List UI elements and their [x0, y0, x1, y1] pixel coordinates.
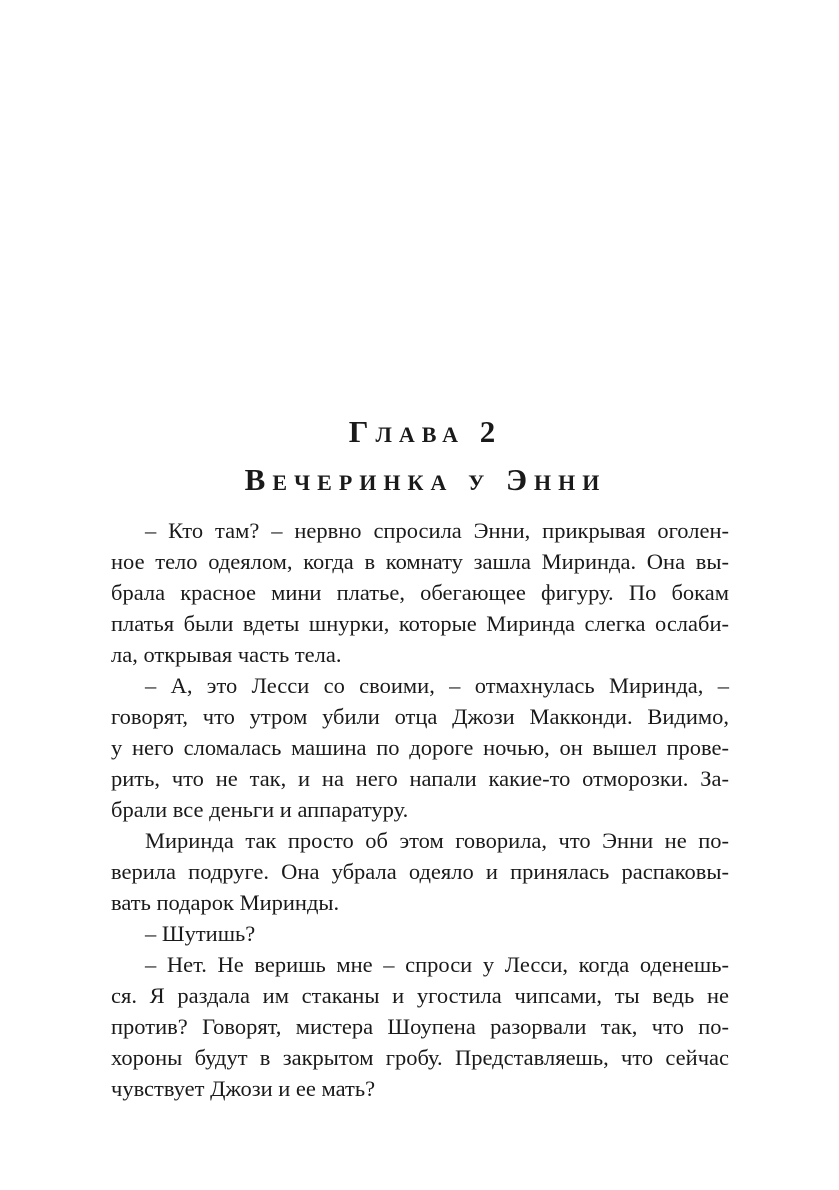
text-line: ное тело одеялом, когда в комнату зашла Миринда. Она вы- — [111, 549, 729, 574]
text-line: хороны будут в закрытом гробу. Представляешь, что сейчас — [111, 1045, 729, 1070]
text-line: брали все деньги и аппаратуру. — [111, 797, 409, 822]
text-line: верила подруге. Она убрала одеяло и принялась распаковы- — [111, 859, 729, 884]
chapter-body-text — [111, 515, 729, 1104]
text-line: – Кто там? – нервно спросила Энни, прикрывая оголен- — [145, 518, 729, 543]
text-line: ся. Я раздала им стаканы и угостила чипсами, ты ведь не — [111, 983, 729, 1008]
text-line: – Шутишь? — [145, 921, 256, 946]
text-line: против? Говорят, мистера Шоупена разорвали так, что по- — [111, 1014, 729, 1039]
text-line: Миринда так просто об этом говорила, что Энни не по- — [145, 828, 729, 853]
text-line: брала красное мини платье, обегающее фигуру. По бокам — [111, 580, 729, 605]
text-line: у него сломалась машина по дороге ночью, он вышел прове- — [111, 735, 729, 760]
chapter-number: Глава 2 — [348, 414, 503, 449]
chapter-heading — [0, 408, 839, 504]
text-line: вать подарок Миринды. — [111, 890, 340, 915]
text-line: платья были вдеты шнурки, которые Миринда слегка ослаби- — [111, 611, 729, 636]
text-line: ла, открывая часть тела. — [111, 642, 342, 667]
text-line: – А, это Лесси со своими, – отмахнулась Миринда, – — [145, 673, 729, 698]
chapter-title: Вечеринка у Энни — [244, 462, 607, 497]
text-line: рить, что не так, и на него напали какие-то отморозки. За- — [111, 766, 729, 791]
text-line: – Нет. Не веришь мне – спроси у Лесси, когда оденешь- — [145, 952, 729, 977]
text-line: чувствует Джози и ее мать? — [111, 1076, 376, 1101]
text-line: говорят, что утром убили отца Джози Макконди. Видимо, — [111, 704, 729, 729]
